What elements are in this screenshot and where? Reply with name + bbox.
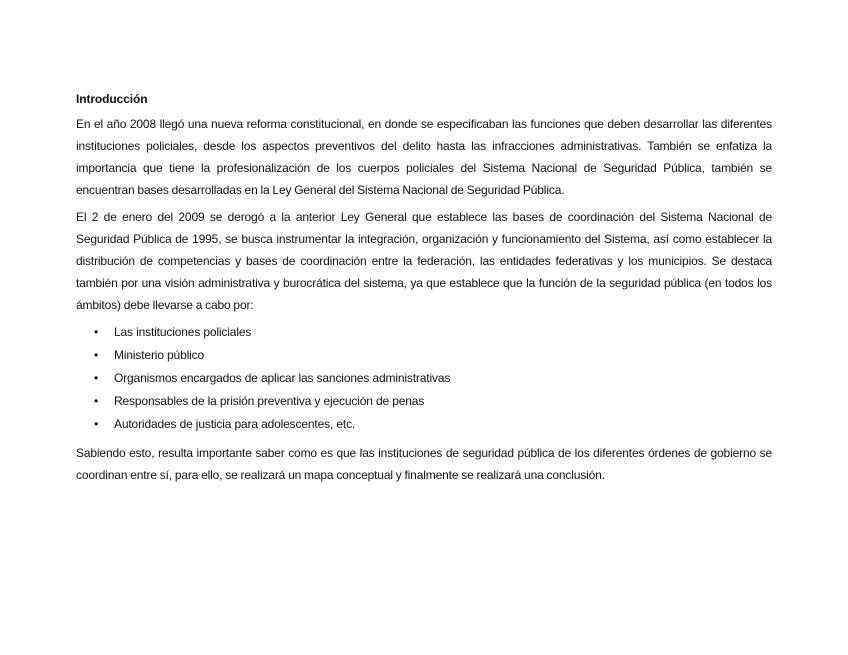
paragraph-intro: En el año 2008 llegó una nueva reforma constitucional, en donde se especificaban las funciones que deben desarrollar las diferentes instituciones policiales, desde los aspectos preventivos del delito hasta las infracciones administrativas. También se enfatiza la importancia que tiene la profesionalización de los cuerpos policiales del Sistema Nacional de Seguridad Pública, también se encuentran bases desarrolladas en la Ley General del Sistema Nacional de Seguridad Pública. — [76, 117, 772, 197]
bullet-icon: • — [94, 417, 99, 431]
list-item-text: Organismos encargados de aplicar las sanciones administrativas — [114, 371, 451, 385]
section-heading: Introducción — [76, 92, 148, 106]
list-item — [76, 413, 772, 436]
list-item — [76, 321, 772, 344]
paragraph-conclusion: Sabiendo esto, resulta importante saber como es que las instituciones de seguridad pública de los diferentes órdenes de gobierno se coordinan entre sí, para ello, se realizará un mapa conceptual y finalmente se realizará una conclusión. — [76, 446, 772, 482]
list-item — [76, 390, 772, 413]
list-item — [76, 367, 772, 390]
list-item-text: Las instituciones policiales — [114, 325, 252, 339]
list-item-text: Autoridades de justicia para adolescentes, etc. — [114, 417, 356, 431]
paragraph-law: El 2 de enero del 2009 se derogó a la anterior Ley General que establece las bases de coordinación del Sistema Nacional de Seguridad Pública de 1995, se busca instrumentar la integración, organización y funcionamiento del Sistema, así como establecer la distribución de competencias y bases de coordinación entre la federación, las entidades federativas y los municipios. Se destaca también por una visión administrativa y burocrática del sistema, ya que establece que la función de la seguridad pública (en todos los ámbitos) debe llevarse a cabo por: — [76, 210, 772, 312]
list-item-text: Responsables de la prisión preventiva y ejecución de penas — [114, 394, 425, 408]
document-page — [76, 90, 772, 491]
bullet-icon: • — [94, 325, 99, 339]
bullet-icon: • — [94, 394, 99, 408]
bullet-list — [76, 321, 772, 436]
bullet-icon: • — [94, 371, 99, 385]
bullet-icon: • — [94, 348, 99, 362]
list-item — [76, 344, 772, 367]
list-item-text: Ministerio público — [114, 348, 205, 362]
